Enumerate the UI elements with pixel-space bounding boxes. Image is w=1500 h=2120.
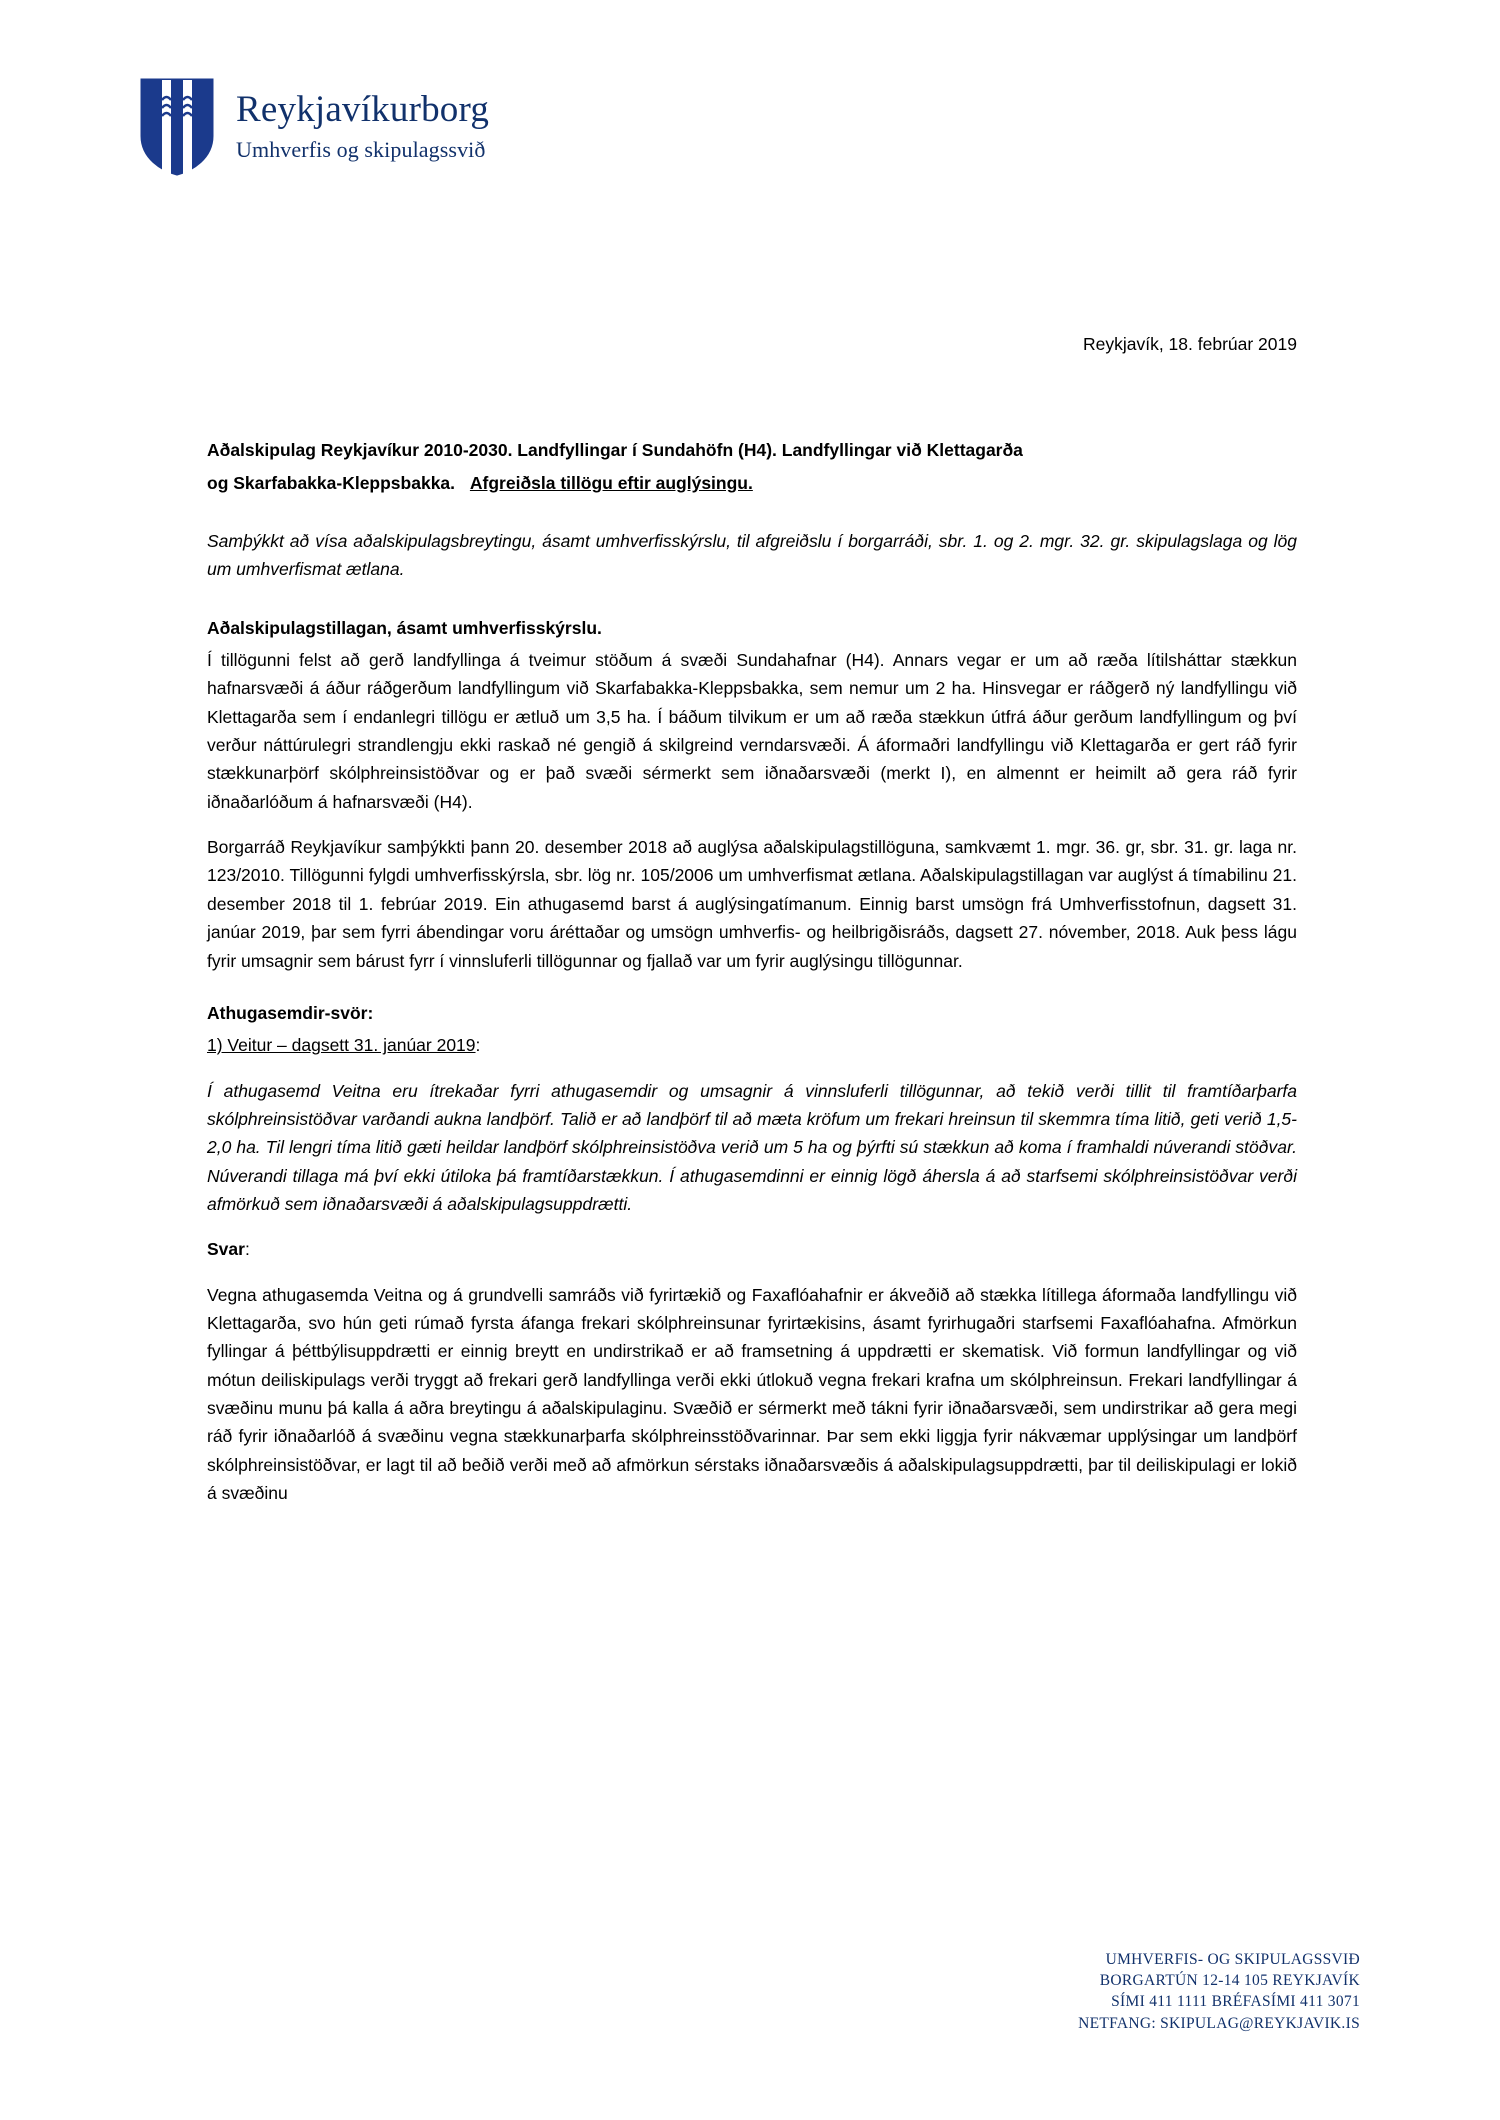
document-footer [1078,1949,1360,2035]
comment-1-label-colon: : [475,1035,481,1056]
reykjavik-crest-icon [140,78,214,176]
title-underlined-part: Afgreiðsla tillögu eftir auglýsingu. [469,472,753,493]
footer-line-email: NETFANG: SKIPULAG@REYKJAVIK.IS [1078,2014,1360,2032]
document-body [207,330,1297,1524]
section-paragraph-1: Í tillögunni felst að gerð landfyllinga á tveimur stöðum á svæði Sundahafnar (H4). Annars vegar er um að ræða lítilsháttar stækkun hafnarsvæði á áður ráðgerðum landfyllingum við Skarfabakka-Kleppsbakka, sem nemur um 2 ha. Hinsvegar er ráðgerð ný landfyllingu við Klettagarða sem í endanlegri tillögu er ætluð um 3,5 ha. Í báðum tilvikum er um að ræða stækkun útfrá áður gerðum landfyllingum og því verður náttúrulegri strandlengju ekki raskað né gengið á skilgreind verndarsvæði. Á áformaðri landfyllingu við Klettagarða er gert ráð fyrir stækkunarþörf skólphreinsistöðvar og er það svæði sérmerkt sem iðnaðarsvæði (merkt I), en almennt er heimilt að gera ráð fyrir iðnaðarlóðum á hafnarsvæði (H4). [207,650,1297,812]
comments-heading: Athugasemdir-svör: [207,1002,374,1023]
comment-1-label-text: 1) Veitur – dagsett 31. janúar 2019 [207,1035,476,1056]
organization-block [236,78,489,163]
comment-1-text: Í athugasemd Veitna eru ítrekaðar fyrri athugasemdir og umsagnir á vinnsluferli tillögunnar, að tekið verði tillit til framtíðarþarfa skólphreinsistöðvar varðandi aukna landþörf. Talið er að landþörf til að mæta kröfum um frekari hreinsun til skemmra tíma litið, geti verið 1,5-2,0 ha. Til lengri tíma litið gæti heildar landþörf skólphreinsistöðva verið um 5 ha og þýrfti sú stækkun að koma í framhaldi núverandi stöðvar. Núverandi tillaga má því ekki útiloka þá framtíðarstækkun. Í athugasemdinni er einnig lögð áhersla á að starfsemi skólphreinsistöðvar verði afmörkuð sem iðnaðarsvæði á aðalskipulagsuppdrætti. [207,1080,1297,1214]
answer-label [207,1235,1297,1263]
document-header [140,78,489,176]
footer-line-department: UMHVERFIS- OG SKIPULAGSSVIÐ [1105,1950,1360,1968]
date-line: Reykjavík, 18. febrúar 2019 [1082,334,1297,354]
answer-label-colon: : [244,1239,250,1260]
section-paragraph-2: Borgarráð Reykjavíkur samþýkkti þann 20. desember 2018 að auglýsa aðalskipulagstillöguna, samkvæmt 1. mgr. 36. gr, sbr. 31. gr. laga nr. 123/2010. Tillögunni fylgdi umhverfisskýrsla, sbr. lög nr. 105/2006 um umhverfismat ætlana. Aðalskipulagstillagan var auglýst á tímabilinu 21. desember 2018 til 1. febrúar 2019. Ein athugasemd barst á auglýsingatímanum. Einnig barst umsögn frá Umhverfisstofnun, dagsett 31. janúar 2019, þar sem fyrri ábendingar voru áréttaðar og umsögn umhverfis- og heilbrigðisráðs, dagsett 27. nóvember, 2018. Auk þess lágu fyrir umsagnir sem bárust fyrr í vinnsluferli tillögunnar og fjallað var um fyrir auglýsingu tillögunnar. [207,837,1297,971]
title-plain-part: og Skarfabakka-Kleppsbakka. [207,472,456,493]
organization-department: Umhverfis og skipulagssvið [236,136,486,162]
footer-line-phone: SÍMI 411 1111 BRÉFASÍMI 411 3071 [1111,1993,1360,2011]
section-heading-proposal: Aðalskipulagstillagan, ásamt umhverfisskýrslu. [207,617,602,638]
organization-name: Reykjavíkurborg [236,89,490,130]
footer-line-address: BORGARTÚN 12-14 105 REYKJAVÍK [1099,1971,1360,1989]
document-title-line2 [207,469,1297,497]
intro-paragraph: Samþýkkt að vísa aðalskipulagsbreytingu, ásamt umhverfisskýrslu, til afgreiðslu í borgarráði, sbr. 1. og 2. mgr. 32. gr. skipulagslaga og lög um umhverfismat ætlana. [207,531,1297,580]
document-title-line1: Aðalskipulag Reykjavíkur 2010-2030. Landfyllingar í Sundahöfn (H4). Landfyllingar við Klettagarða [207,440,1023,461]
answer-label-text: Svar [207,1239,245,1260]
comment-1-label [207,1031,1297,1059]
answer-text: Vegna athugasemda Veitna og á grundvelli samráðs við fyrirtækið og Faxaflóahafnir er ákveðið að stækka lítillega áformaða landfyllingu við Klettagarða, svo hún geti rúmað fyrsta áfanga frekari skólphreinsunar fyrirtækisins, ásamt fyrirhugaðri starfsemi Faxaflóahafna. Afmörkun fyllingar á þéttbýlisuppdrætti er einnig breytt en undirstrikað er að framsetning á uppdrætti er skematisk. Við formun landfyllingar og við mótun deiliskipulags verði tryggt að frekari gerð landfyllinga verði ekki útlokuð vegna frekari krafna um skólphreinsun. Frekari landfyllingar á svæðinu munu þá kalla á aðra breytingu á aðalskipulaginu. Svæðið er sérmerkt með tákni fyrir iðnaðarsvæði, sem undirstrikar að gera megi ráð fyrir iðnaðarlóð á svæðinu vegna stækkunarþarfa skólphreinsstöðvarinnar. Þar sem ekki liggja fyrir nákvæmar upplýsingar um landþörf skólphreinsistöðvar, er lagt til að beðið verði með að afmörkun sérstaks iðnaðarsvæðis á aðalskipulagsuppdrætti, þar til deiliskipulagi er lokið á svæðinu [207,1284,1297,1503]
